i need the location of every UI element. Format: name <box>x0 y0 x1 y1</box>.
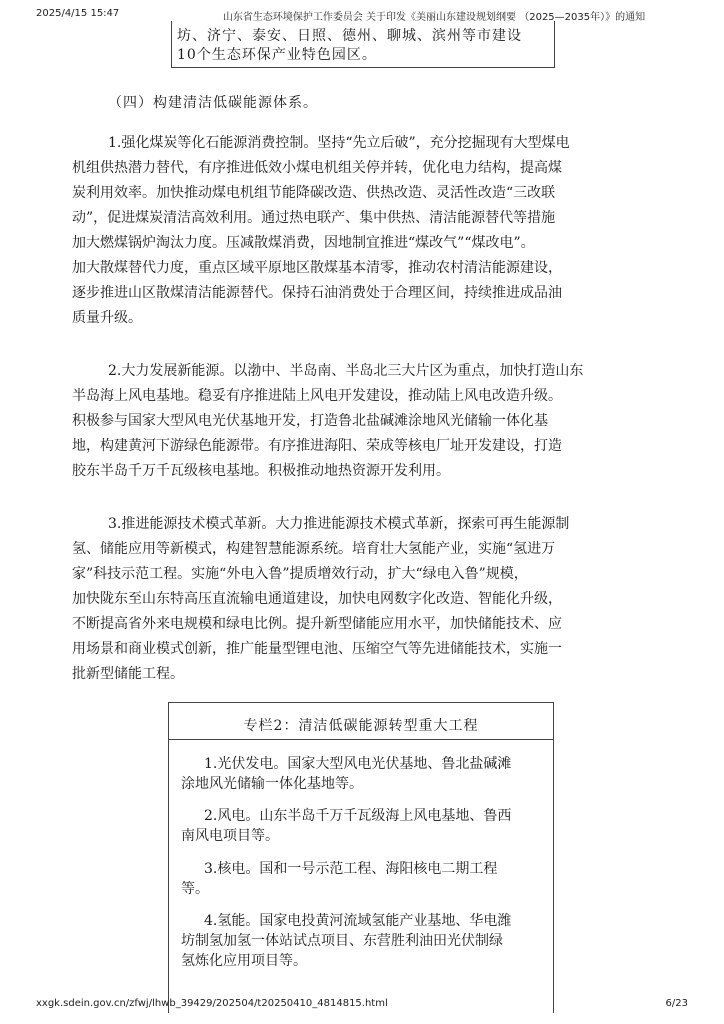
box-item-line: 2.风电。山东半岛千万千瓦级海上风电基地、鲁西 <box>204 808 512 824</box>
section-heading: （四）构建清洁低碳能源体系。 <box>108 95 318 111</box>
paragraph-line: 地，构建黄河下游绿色能源带。有序推进海阳、荣成等核电厂址开发建设，打造 <box>72 438 562 454</box>
box-item-line: 等。 <box>181 881 209 897</box>
paragraph-line: 用场景和商业模式创新，推广能量型锂电池、压缩空气等先进储能技术，实施一 <box>72 641 562 657</box>
print-doc-title: 山东省生态环境保护工作委员会 关于印发《美丽山东建设规划纲要 （2025—2035年）》的通知 <box>222 12 646 23</box>
box-item-line: 南风电项目等。 <box>181 828 279 844</box>
paragraph-line: 不断提高省外来电规模和绿电比例。提升新型储能应用水平，加快储能技术、应 <box>72 616 562 632</box>
paragraph-line: 逐步推进山区散煤清洁能源替代。保持石油消费处于合理区间，持续推进成品油 <box>72 285 562 301</box>
paragraph-line: 机组供热潜力替代，有序推进低效小煤电机组关停并转，优化电力结构，提高煤 <box>72 160 562 176</box>
paragraph-line: 半岛海上风电基地。稳妥有序推进陆上风电开发建设，推动陆上风电改造升级。 <box>72 388 562 404</box>
box-line: 坊、济宁、泰安、日照、德州、聊城、滨州等市建设 <box>177 28 522 44</box>
box-line: 10个生态环保产业特色园区。 <box>177 47 377 63</box>
box-item-line: 涂地风光储输一体化基地等。 <box>181 776 363 792</box>
box-item-line: 坊制氢加氢一体站试点项目、东营胜利油田光伏制绿 <box>181 933 503 949</box>
paragraph-line: 2.大力发展新能源。以渤中、半岛南、半岛北三大片区为重点，加快打造山东 <box>108 363 584 379</box>
box-item-line: 1.光伏发电。国家大型风电光伏基地、鲁北盐碱滩 <box>204 756 512 772</box>
page-number: 6/23 <box>665 998 688 1009</box>
paragraph-line: 加大散煤替代力度，重点区域平原地区散煤基本清零，推动农村清洁能源建设， <box>72 260 562 276</box>
paragraph-line: 胶东半岛千万千瓦级核电基地。积极推动地热资源开发利用。 <box>72 463 450 479</box>
paragraph-line: 加快陇东至山东特高压直流输电通道建设，加快电网数字化改造、智能化升级， <box>72 591 562 607</box>
print-datetime: 2025/4/15 15:47 <box>36 8 120 19</box>
paragraph-line: 炭利用效率。加快推动煤电机组节能降碳改造、供热改造、灵活性改造“三改联 <box>72 185 556 201</box>
paragraph-line: 家”科技示范工程。实施“外电入鲁”提质增效行动，扩大“绿电入鲁”规模， <box>72 566 528 582</box>
paragraph-line: 3.推进能源技术模式革新。大力推进能源技术模式革新，探索可再生能源制 <box>108 516 570 532</box>
box-title-row <box>169 703 553 740</box>
paragraph-line: 质量升级。 <box>72 310 142 326</box>
box-item-line: 4.氢能。国家电投黄河流域氢能产业基地、华电潍 <box>204 913 512 929</box>
paragraph-line: 积极参与国家大型风电光伏基地开发，打造鲁北盐碱滩涂地风光储输一体化基 <box>72 413 548 429</box>
print-url: xxgk.sdein.gov.cn/zfwj/lhwb_39429/202504/t20250410_4814815.html <box>36 998 388 1009</box>
paragraph-line: 加大燃煤锅炉淘汰力度。压减散煤消费，因地制宜推进“煤改气”“煤改电”。 <box>72 235 535 251</box>
box-item-line: 3.核电。国和一号示范工程、海阳核电二期工程 <box>204 861 498 877</box>
box-title: 专栏2：清洁低碳能源转型重大工程 <box>243 718 479 734</box>
paragraph-line: 1.强化煤炭等化石能源消费控制。坚持“先立后破”，充分挖掘现有大型煤电 <box>108 135 570 151</box>
paragraph-line: 动”，促进煤炭清洁高效利用。通过热电联产、集中供热、清洁能源替代等措施 <box>72 210 556 226</box>
paragraph-line: 氢、储能应用等新模式，构建智慧能源系统。培育壮大氢能产业，实施“氢进万 <box>72 541 556 557</box>
box-item-line: 氢炼化应用项目等。 <box>181 953 307 969</box>
column-box-energy-projects <box>168 702 554 1013</box>
column-box-continued <box>171 21 555 68</box>
paragraph-line: 批新型储能工程。 <box>72 666 184 682</box>
